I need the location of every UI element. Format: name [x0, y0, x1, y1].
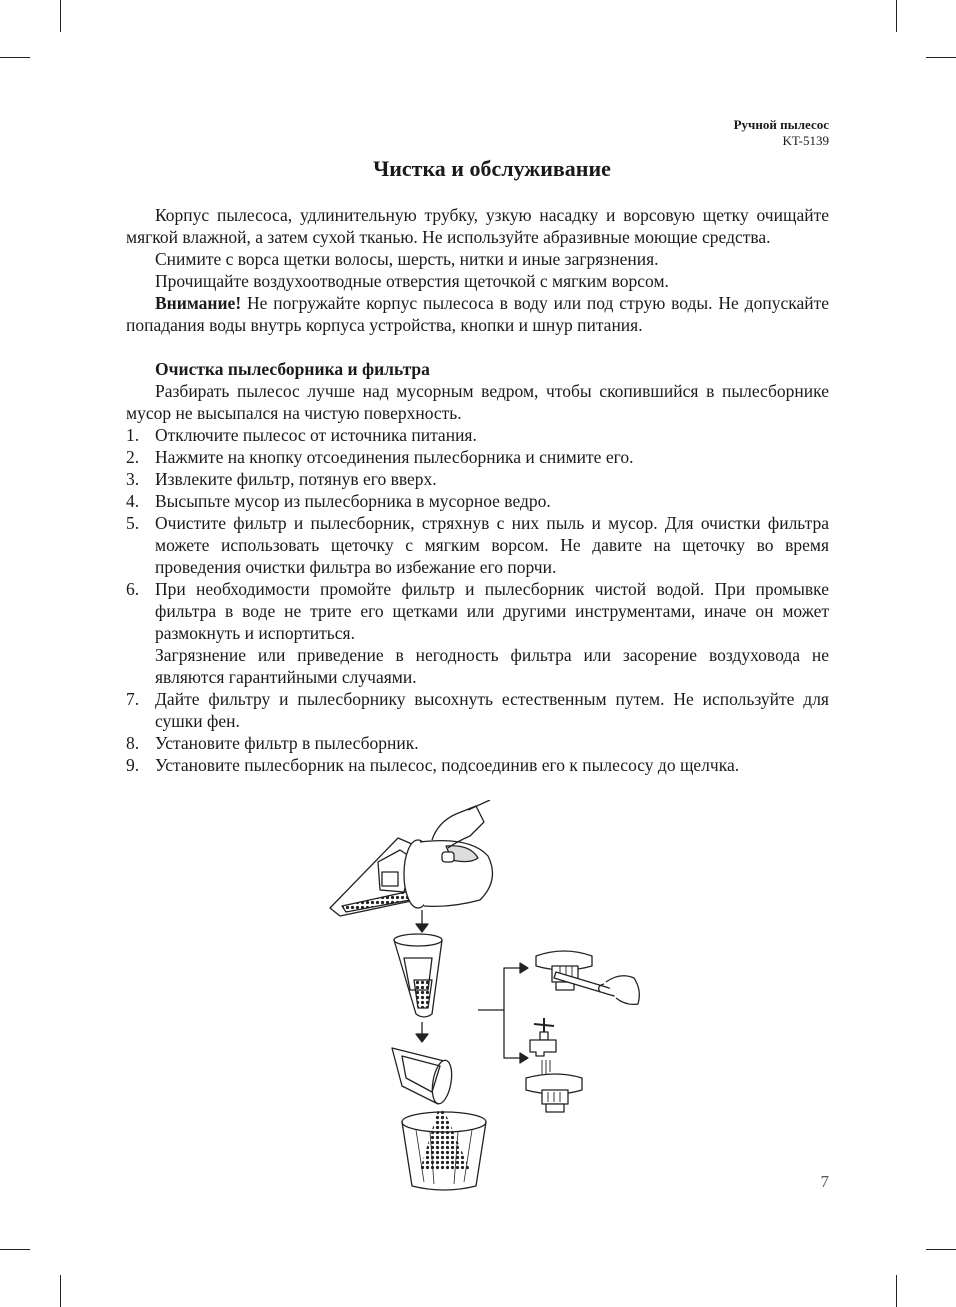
warning-label: Внимание!	[155, 293, 242, 313]
running-header	[734, 117, 829, 149]
steps-list	[126, 424, 829, 776]
list-item: 3. Извлеките фильтр, потянув его вверх.	[126, 469, 437, 489]
crop-mark-top-right	[896, 0, 897, 32]
crop-mark-bottom-right	[896, 1275, 897, 1307]
water-tap-icon	[530, 1018, 556, 1074]
page-number: 7	[820, 1172, 829, 1191]
list-item: 2. Нажмите на кнопку отсоединения пылесборника и снимите его.	[126, 447, 634, 467]
crop-mark-top-left	[60, 0, 61, 32]
list-item: 5. Очистите фильтр и пылесборник, стряхнув с них пыль и мусор. Для очистки фильтра можете использовать щеточку с мягким ворсом. Не давите на щеточку во время проведения очистки фильтра во избежание его порчи.	[126, 513, 829, 577]
header-product: Ручной пылесос	[733, 117, 829, 132]
warranty-note: Загрязнение или приведение в негодность фильтра или засорение воздуховода не являются гарантийными случаями.	[155, 645, 829, 687]
paragraph-vents: Прочищайте воздухоотводные отверстия щеточкой с мягким ворсом.	[155, 271, 669, 291]
tilted-container-icon	[392, 1048, 455, 1105]
paragraph-warning	[126, 292, 829, 336]
paragraph-cleaning: Корпус пылесоса, удлинительную трубку, узкую насадку и ворсовую щетку очищайте мягкой влажной, а затем сухой тканью. Не используйте абразивные моющие средства.	[126, 205, 829, 247]
list-item: 8. Установите фильтр в пылесборник.	[126, 733, 419, 753]
vacuum-cleaner-icon	[330, 800, 493, 916]
paragraph-brush: Снимите с ворса щетки волосы, шерсть, нитки и иные загрязнения.	[155, 249, 659, 269]
crop-mark-left-top	[0, 57, 30, 58]
crop-mark-left-bottom	[0, 1249, 30, 1250]
section-intro: Разбирать пылесос лучше над мусорным ведром, чтобы скопившийся в пылесборнике мусор не высыпался на чистую поверхность.	[126, 381, 829, 423]
section-heading: Очистка пылесборника и фильтра	[155, 359, 430, 379]
crop-mark-bottom-left	[60, 1275, 61, 1307]
dust-container-icon	[394, 934, 442, 1017]
list-item: 4. Высыпьте мусор из пылесборника в мусорное ведро.	[126, 491, 551, 511]
brush-filter-icon	[536, 951, 639, 1004]
crop-mark-right-top	[926, 57, 956, 58]
list-item: 1. Отключите пылесос от источника питания.	[126, 425, 477, 445]
page-title: Чистка и обслуживание	[373, 156, 611, 181]
cleaning-illustration	[320, 800, 650, 1192]
header-model: KT-5139	[782, 133, 829, 148]
crop-mark-right-bottom	[926, 1249, 956, 1250]
list-item: 7. Дайте фильтру и пылесборнику высохнуть естественным путем. Не используйте для сушки фен.	[126, 689, 829, 731]
warning-text: Не погружайте корпус пылесоса в воду или под струю воды. Не допускайте попадания воды внутрь корпуса устройства, кнопки и шнур питания.	[126, 293, 829, 335]
rinsed-filter-icon	[526, 1074, 582, 1112]
list-item: 6. При необходимости промойте фильтр и пылесборник чистой водой. При промывке фильтра в воде не трите его щетками или другими инструментами, иначе он может размокнуть и испортиться. Загрязнение или приведение в негодность фильтра или засорение воздуховода не являются гарантийными случаями.	[126, 579, 829, 687]
list-item: 9. Установите пылесборник на пылесос, подсоединив его к пылесосу до щелчка.	[126, 755, 740, 775]
body-text	[126, 204, 829, 776]
